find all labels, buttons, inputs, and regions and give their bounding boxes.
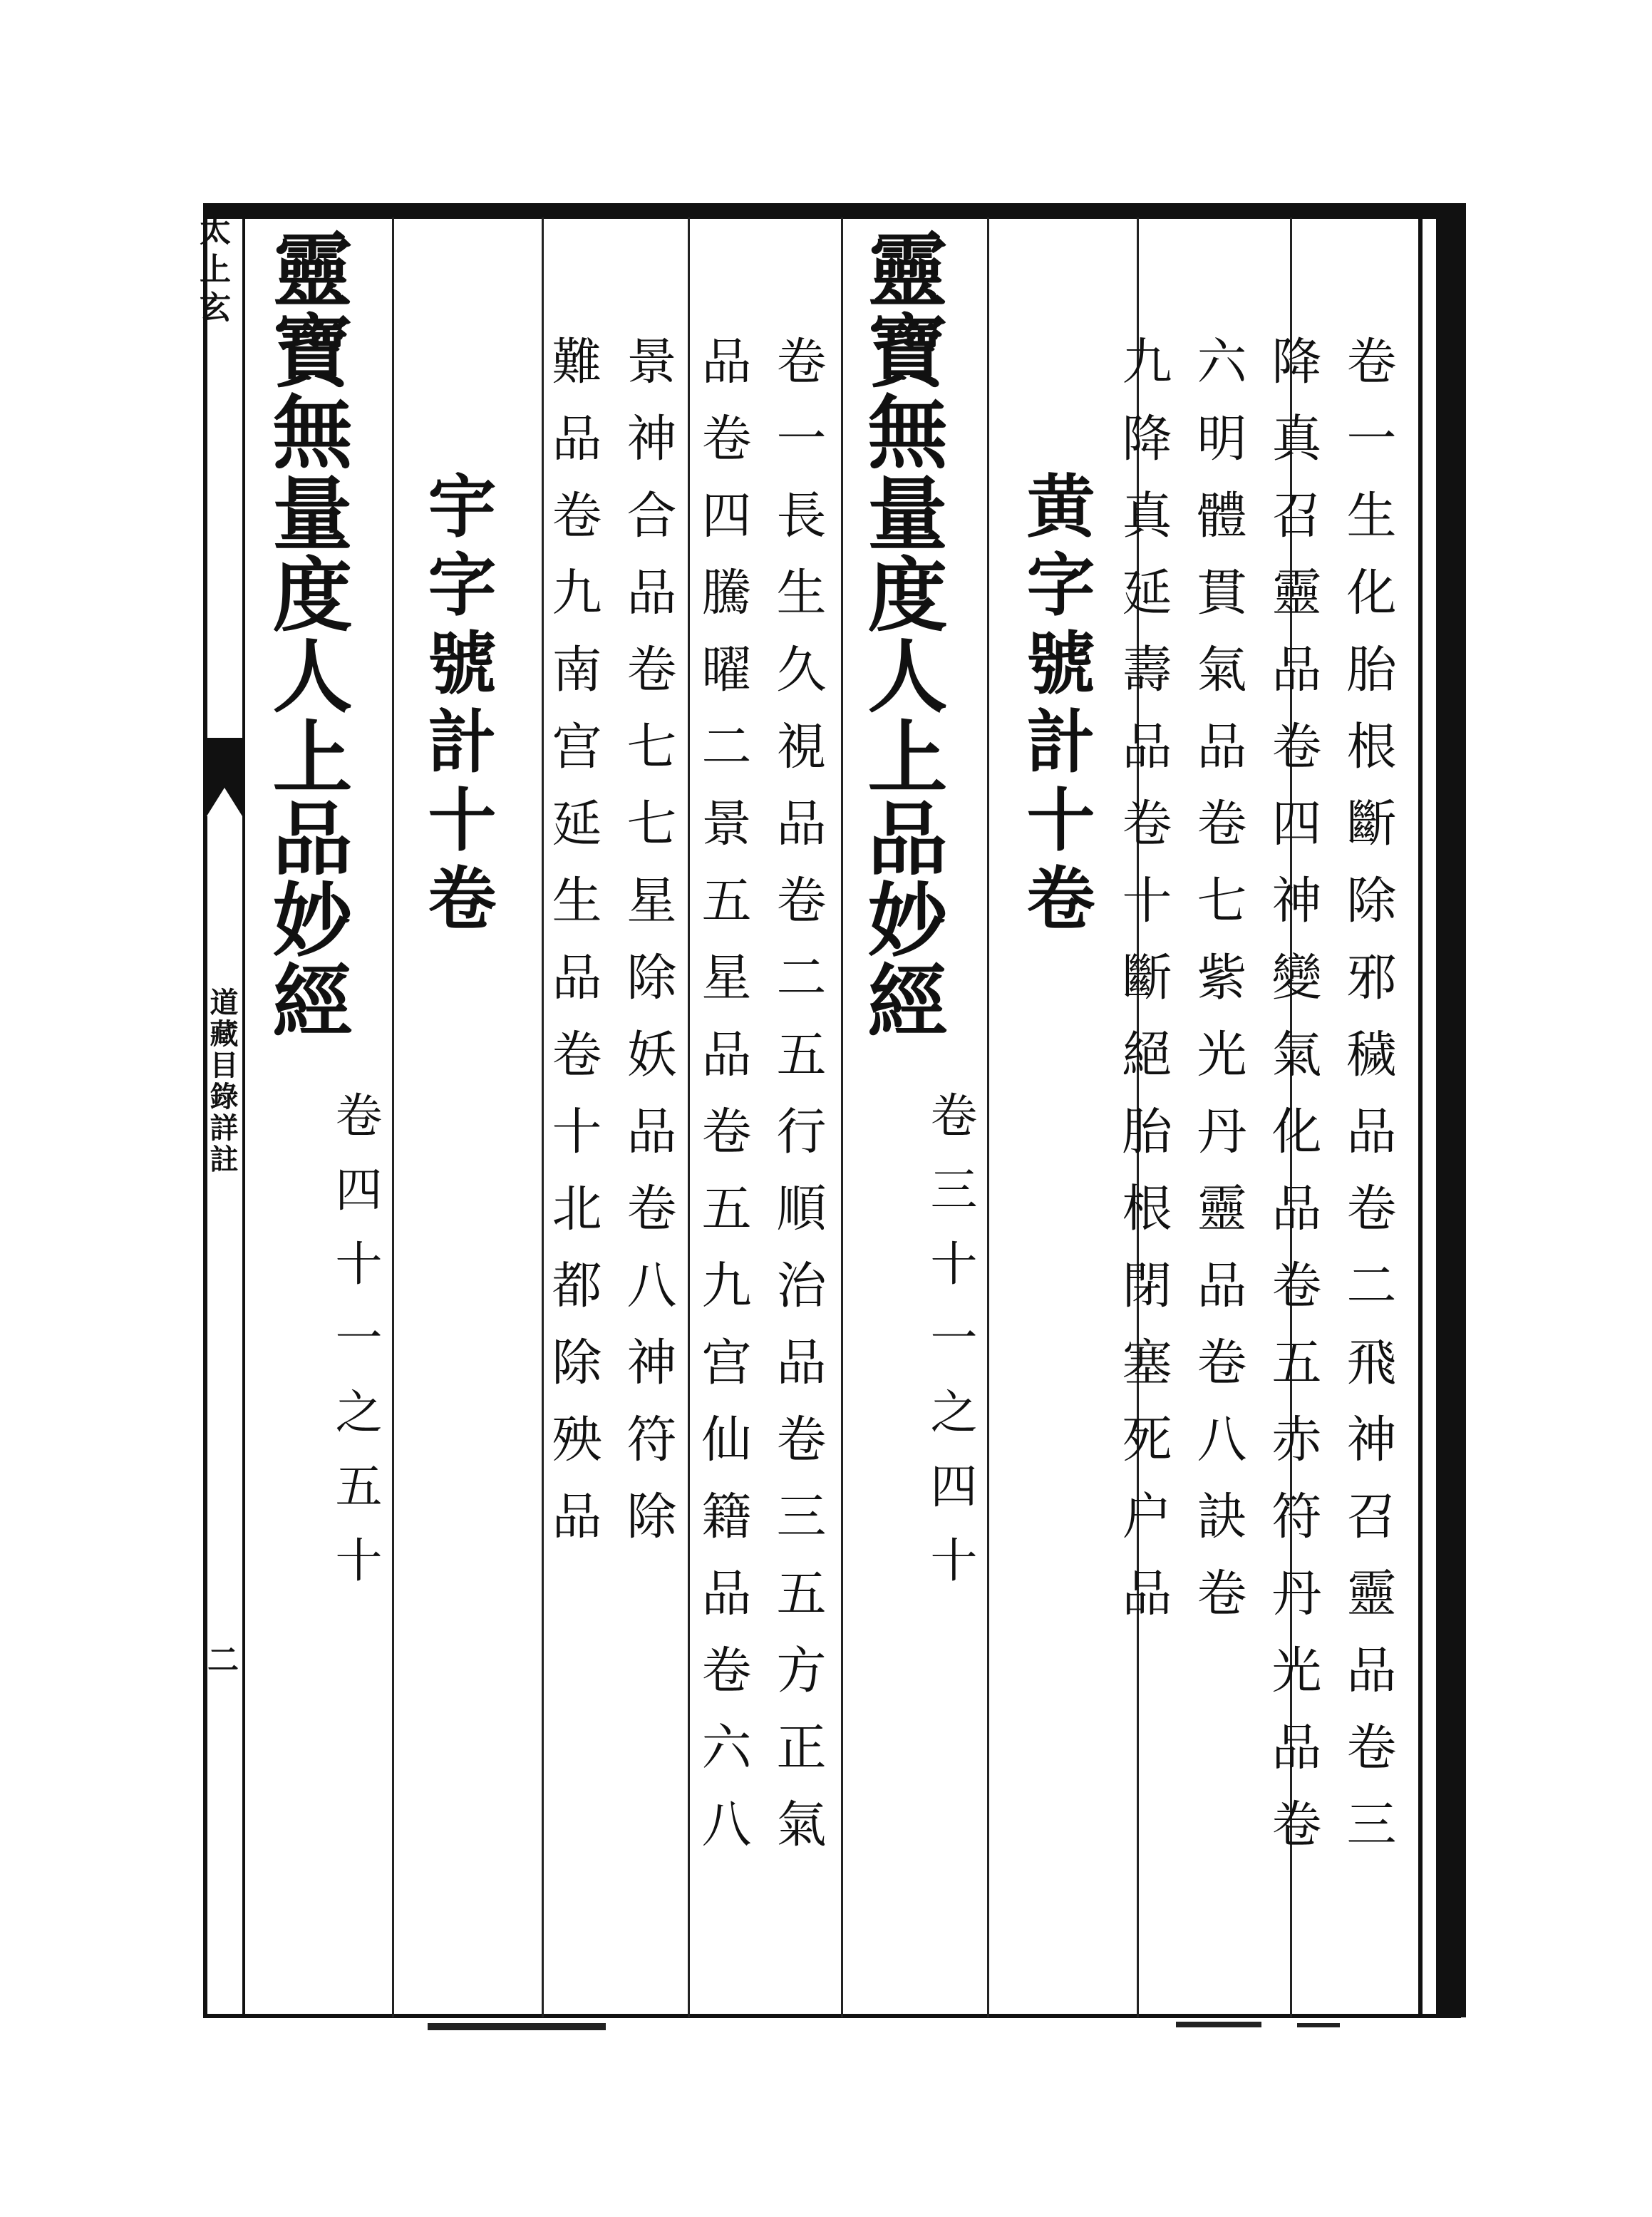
section-heading-huang: 黄字號計十卷 <box>1016 470 1096 941</box>
volume-range-2: 卷四十一之五十 <box>327 1091 382 1610</box>
scan-noise <box>428 2023 606 2030</box>
scan-noise <box>1176 2022 1261 2027</box>
frame-inner-right-rule <box>1418 214 1423 2017</box>
gutter-rule <box>242 214 245 2017</box>
folio-number: 二 <box>202 1643 238 1675</box>
text-column-4: 九降真延壽品卷十斷絕胎根閉塞死户品 <box>1114 335 1172 1644</box>
scripture-title-2: 靈寶無量度人上品妙經 <box>259 228 353 1041</box>
scan-noise <box>1297 2023 1340 2027</box>
column-rule <box>987 217 989 2017</box>
text-column-3: 六明體貫氣品卷七紫光丹靈品卷八訣卷 <box>1189 335 1247 1644</box>
volume-range-1: 卷三十一之四十 <box>922 1091 977 1610</box>
gutter-title: 道藏目錄詳註 <box>205 987 239 1176</box>
text-column-7: 卷一長生久視品卷二五行順治品卷三五方正氣 <box>768 335 827 1875</box>
scripture-title-1: 靈寶無量度人上品妙經 <box>855 228 948 1041</box>
text-column-10: 難品卷九南宫延生品卷十北都除殃品 <box>544 335 602 1567</box>
text-column-2: 降真召靈品卷四神變氣化品卷五赤符丹光品卷 <box>1264 335 1322 1875</box>
text-column-8: 品卷四騰曜二景五星品卷五九宫仙籍品卷六八 <box>693 335 752 1875</box>
frame-top-border <box>203 203 1461 219</box>
section-heading-yu: 宇字號計十卷 <box>417 470 497 941</box>
column-rule <box>392 217 394 2017</box>
text-column-9: 景神合品卷七七星除妖品卷八神符除 <box>619 335 677 1567</box>
frame-right-border <box>1436 203 1466 2017</box>
column-rule <box>841 217 843 2017</box>
gutter-top-text: 太上玄 <box>194 214 230 329</box>
fish-tail-notch <box>207 788 242 816</box>
text-column-1: 卷一生化胎根斷除邪穢品卷二飛神召靈品卷三 <box>1338 335 1397 1875</box>
